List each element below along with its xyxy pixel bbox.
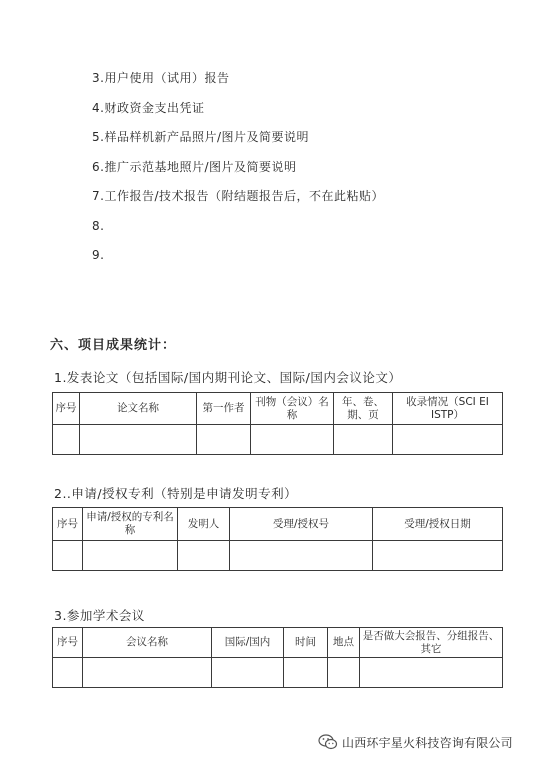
table-cell bbox=[328, 658, 360, 688]
column-header-location: 地点 bbox=[328, 628, 360, 658]
table-cell bbox=[360, 658, 503, 688]
table-header-row bbox=[53, 628, 503, 658]
section-title: 六、项目成果统计： bbox=[50, 338, 177, 353]
table-cell bbox=[53, 541, 83, 571]
attachment-item: 5.样品样机新产品照片/图片及简要说明 bbox=[92, 130, 309, 144]
column-header-index: 序号 bbox=[53, 628, 83, 658]
column-header-indexing: 收录情况（SCI EI ISTP） bbox=[393, 393, 503, 425]
table-cell bbox=[230, 541, 373, 571]
column-header-year-volume: 年、卷、期、页 bbox=[334, 393, 393, 425]
attachment-item: 7.工作报告/技术报告（附结题报告后，不在此粘贴） bbox=[92, 189, 384, 203]
table-cell bbox=[83, 541, 178, 571]
wechat-icon bbox=[318, 734, 338, 750]
table-cell bbox=[373, 541, 503, 571]
papers-table bbox=[52, 392, 503, 455]
column-header-report-type: 是否做大会报告、分组报告、其它 bbox=[360, 628, 503, 658]
column-header-patent-date: 受理/授权日期 bbox=[373, 508, 503, 541]
table-row bbox=[53, 425, 503, 455]
table-cell bbox=[53, 425, 80, 455]
column-header-first-author: 第一作者 bbox=[197, 393, 251, 425]
table-cell bbox=[212, 658, 284, 688]
conferences-table bbox=[52, 627, 503, 688]
watermark bbox=[318, 732, 513, 752]
table-cell bbox=[53, 658, 83, 688]
table-cell bbox=[334, 425, 393, 455]
patents-table bbox=[52, 507, 503, 571]
attachment-list bbox=[92, 64, 384, 271]
attachment-item: 9. bbox=[92, 248, 105, 262]
attachment-item: 4.财政资金支出凭证 bbox=[92, 100, 205, 115]
column-header-scope: 国际/国内 bbox=[212, 628, 284, 658]
table-header-row bbox=[53, 508, 503, 541]
column-header-time: 时间 bbox=[284, 628, 328, 658]
column-header-journal: 刊物（会议）名称 bbox=[251, 393, 334, 425]
table-cell bbox=[83, 658, 212, 688]
papers-heading: 1.发表论文（包括国际/国内期刊论文、国际/国内会议论文） bbox=[54, 370, 402, 385]
attachment-item: 6.推广示范基地照片/图片及简要说明 bbox=[92, 159, 297, 174]
table-header-row bbox=[53, 393, 503, 425]
table-row bbox=[53, 658, 503, 688]
column-header-inventor: 发明人 bbox=[178, 508, 230, 541]
table-cell bbox=[80, 425, 197, 455]
table-cell bbox=[251, 425, 334, 455]
column-header-patent-name: 申请/授权的专利名称 bbox=[83, 508, 178, 541]
table-cell bbox=[284, 658, 328, 688]
column-header-index: 序号 bbox=[53, 393, 80, 425]
attachment-item: 8. bbox=[92, 218, 105, 233]
attachment-item: 3.用户使用（试用）报告 bbox=[92, 71, 230, 85]
column-header-patent-number: 受理/授权号 bbox=[230, 508, 373, 541]
watermark-text: 山西环宇星火科技咨询有限公司 bbox=[342, 735, 513, 750]
table-row bbox=[53, 541, 503, 571]
table-cell bbox=[393, 425, 503, 455]
conferences-heading: 3.参加学术会议 bbox=[54, 608, 145, 623]
table-cell bbox=[197, 425, 251, 455]
column-header-index: 序号 bbox=[53, 508, 83, 541]
patents-heading: 2..申请/授权专利（特别是申请发明专利） bbox=[54, 486, 298, 501]
column-header-title: 论文名称 bbox=[80, 393, 197, 425]
table-cell bbox=[178, 541, 230, 571]
column-header-conference-name: 会议名称 bbox=[83, 628, 212, 658]
